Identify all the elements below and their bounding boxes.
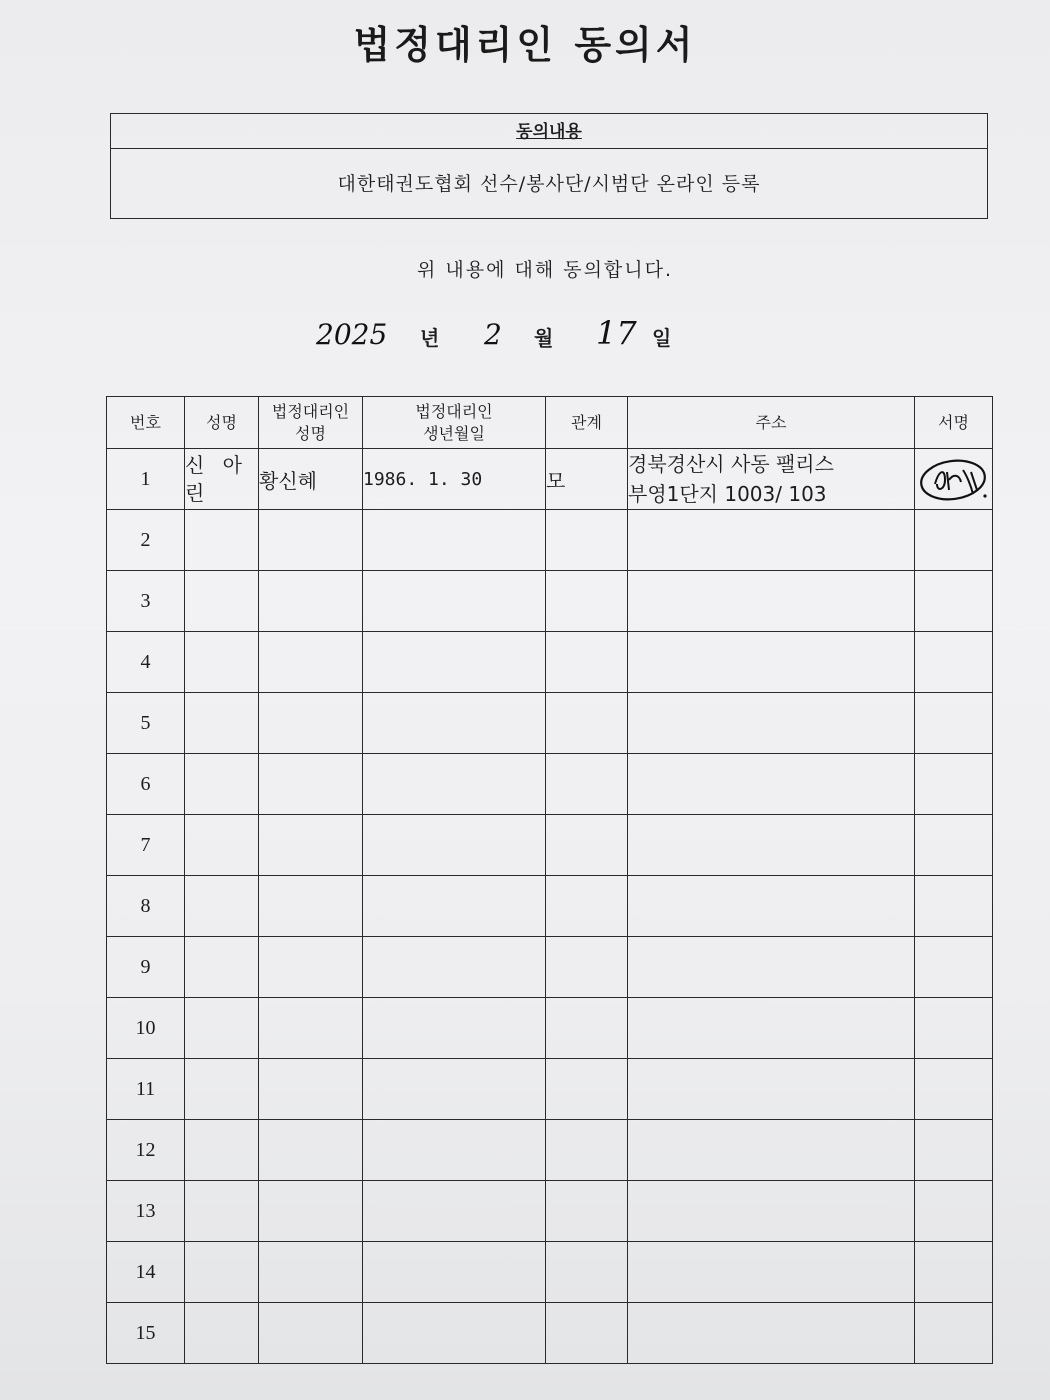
header-guardian-name: 법정대리인 성명 [259, 397, 363, 449]
row-name [185, 754, 259, 815]
row-signature [915, 693, 993, 754]
table-row [107, 876, 993, 937]
row-address [628, 1303, 915, 1364]
table-row [107, 998, 993, 1059]
row-name: 신 아 린 [185, 449, 259, 510]
row-signature [915, 1059, 993, 1120]
row-signature [915, 1181, 993, 1242]
row-guardian-birth: 1986. 1. 30 [363, 449, 546, 510]
row-guardian-birth [363, 571, 546, 632]
row-name [185, 1303, 259, 1364]
table-row [107, 1120, 993, 1181]
row-number: 3 [107, 571, 185, 632]
row-address [628, 510, 915, 571]
row-guardian-name [259, 571, 363, 632]
row-address [628, 571, 915, 632]
row-number: 5 [107, 693, 185, 754]
table-row [107, 1242, 993, 1303]
row-signature [915, 998, 993, 1059]
row-relation [546, 1120, 628, 1181]
row-relation [546, 754, 628, 815]
table-row [107, 693, 993, 754]
row-guardian-birth [363, 510, 546, 571]
date-month-unit: 월 [534, 326, 554, 350]
row-name [185, 876, 259, 937]
row-relation [546, 510, 628, 571]
row-signature [915, 754, 993, 815]
row-guardian-name [259, 1242, 363, 1303]
row-guardian-birth [363, 815, 546, 876]
row-number: 13 [107, 1181, 185, 1242]
row-guardian-name [259, 937, 363, 998]
table-row [107, 510, 993, 571]
row-name [185, 632, 259, 693]
row-address [628, 1242, 915, 1303]
row-address [628, 876, 915, 937]
row-relation [546, 693, 628, 754]
row-address [628, 1181, 915, 1242]
row-number: 11 [107, 1059, 185, 1120]
row-guardian-birth [363, 1120, 546, 1181]
table-row [107, 815, 993, 876]
row-relation [546, 998, 628, 1059]
row-signature [915, 876, 993, 937]
date-day-unit: 일 [652, 326, 672, 350]
row-guardian-name [259, 876, 363, 937]
row-address [628, 1120, 915, 1181]
row-number: 6 [107, 754, 185, 815]
handwritten-signature [915, 450, 993, 508]
row-guardian-name: 황신혜 [259, 449, 363, 510]
row-relation [546, 937, 628, 998]
row-guardian-birth [363, 937, 546, 998]
row-name [185, 998, 259, 1059]
row-guardian-birth [363, 1059, 546, 1120]
row-guardian-birth [363, 693, 546, 754]
row-guardian-name [259, 1120, 363, 1181]
row-signature [915, 632, 993, 693]
row-signature [915, 1242, 993, 1303]
row-number: 15 [107, 1303, 185, 1364]
row-name [185, 937, 259, 998]
table-row [107, 1181, 993, 1242]
date-line [0, 312, 1050, 362]
row-signature [915, 937, 993, 998]
row-address [628, 937, 915, 998]
row-address: 경북경산시 사동 팰리스 부영1단지 1003/ 103 [628, 449, 915, 510]
table-row [107, 449, 993, 510]
row-number: 7 [107, 815, 185, 876]
consent-heading: 동의내용 [111, 114, 987, 149]
row-address [628, 754, 915, 815]
row-name [185, 693, 259, 754]
header-signature: 서명 [915, 397, 993, 449]
header-number: 번호 [107, 397, 185, 449]
row-guardian-birth [363, 632, 546, 693]
row-guardian-birth [363, 1242, 546, 1303]
row-relation [546, 815, 628, 876]
document-title: 법정대리인 동의서 [353, 23, 697, 67]
row-number: 4 [107, 632, 185, 693]
row-relation [546, 571, 628, 632]
row-relation [546, 1242, 628, 1303]
table-row [107, 632, 993, 693]
row-name [185, 1242, 259, 1303]
row-number: 8 [107, 876, 185, 937]
row-name [185, 571, 259, 632]
row-address [628, 1059, 915, 1120]
date-day: 17 [596, 314, 637, 352]
row-name [185, 1181, 259, 1242]
row-guardian-name [259, 693, 363, 754]
row-address [628, 815, 915, 876]
row-guardian-name [259, 998, 363, 1059]
date-year-unit: 년 [420, 326, 440, 350]
table-row [107, 1059, 993, 1120]
row-signature [915, 449, 993, 510]
header-relation: 관계 [546, 397, 628, 449]
header-name: 성명 [185, 397, 259, 449]
row-signature [915, 510, 993, 571]
row-relation [546, 632, 628, 693]
row-name [185, 815, 259, 876]
row-guardian-birth [363, 1303, 546, 1364]
row-address [628, 632, 915, 693]
table-row [107, 754, 993, 815]
date-year: 2025 [316, 318, 388, 351]
row-address [628, 693, 915, 754]
row-relation [546, 876, 628, 937]
row-relation [546, 1059, 628, 1120]
row-signature [915, 1303, 993, 1364]
table-row [107, 1303, 993, 1364]
table-row [107, 571, 993, 632]
consent-content-box [110, 113, 988, 219]
row-relation: 모 [546, 449, 628, 510]
row-number: 2 [107, 510, 185, 571]
row-number: 12 [107, 1120, 185, 1181]
agreement-statement: 위 내용에 대해 동의합니다. [416, 259, 674, 281]
row-signature [915, 1120, 993, 1181]
row-relation [546, 1181, 628, 1242]
row-name [185, 1059, 259, 1120]
header-address: 주소 [628, 397, 915, 449]
guardian-roster-table [106, 396, 993, 1364]
table-row [107, 937, 993, 998]
row-guardian-birth [363, 998, 546, 1059]
row-guardian-name [259, 1059, 363, 1120]
row-signature [915, 815, 993, 876]
row-guardian-name [259, 754, 363, 815]
row-guardian-name [259, 632, 363, 693]
table-header-row [107, 397, 993, 449]
row-guardian-name [259, 1303, 363, 1364]
row-guardian-name [259, 510, 363, 571]
row-guardian-birth [363, 754, 546, 815]
row-guardian-birth [363, 1181, 546, 1242]
row-number: 10 [107, 998, 185, 1059]
row-relation [546, 1303, 628, 1364]
date-month: 2 [484, 318, 502, 351]
row-name [185, 1120, 259, 1181]
consent-text: 대한태권도협회 선수/봉사단/시범단 온라인 등록 [337, 173, 761, 195]
row-guardian-name [259, 1181, 363, 1242]
row-address [628, 998, 915, 1059]
row-signature [915, 571, 993, 632]
row-guardian-name [259, 815, 363, 876]
row-number: 14 [107, 1242, 185, 1303]
header-guardian-birth: 법정대리인 생년월일 [363, 397, 546, 449]
row-name [185, 510, 259, 571]
row-number: 9 [107, 937, 185, 998]
row-number: 1 [107, 449, 185, 510]
row-guardian-birth [363, 876, 546, 937]
